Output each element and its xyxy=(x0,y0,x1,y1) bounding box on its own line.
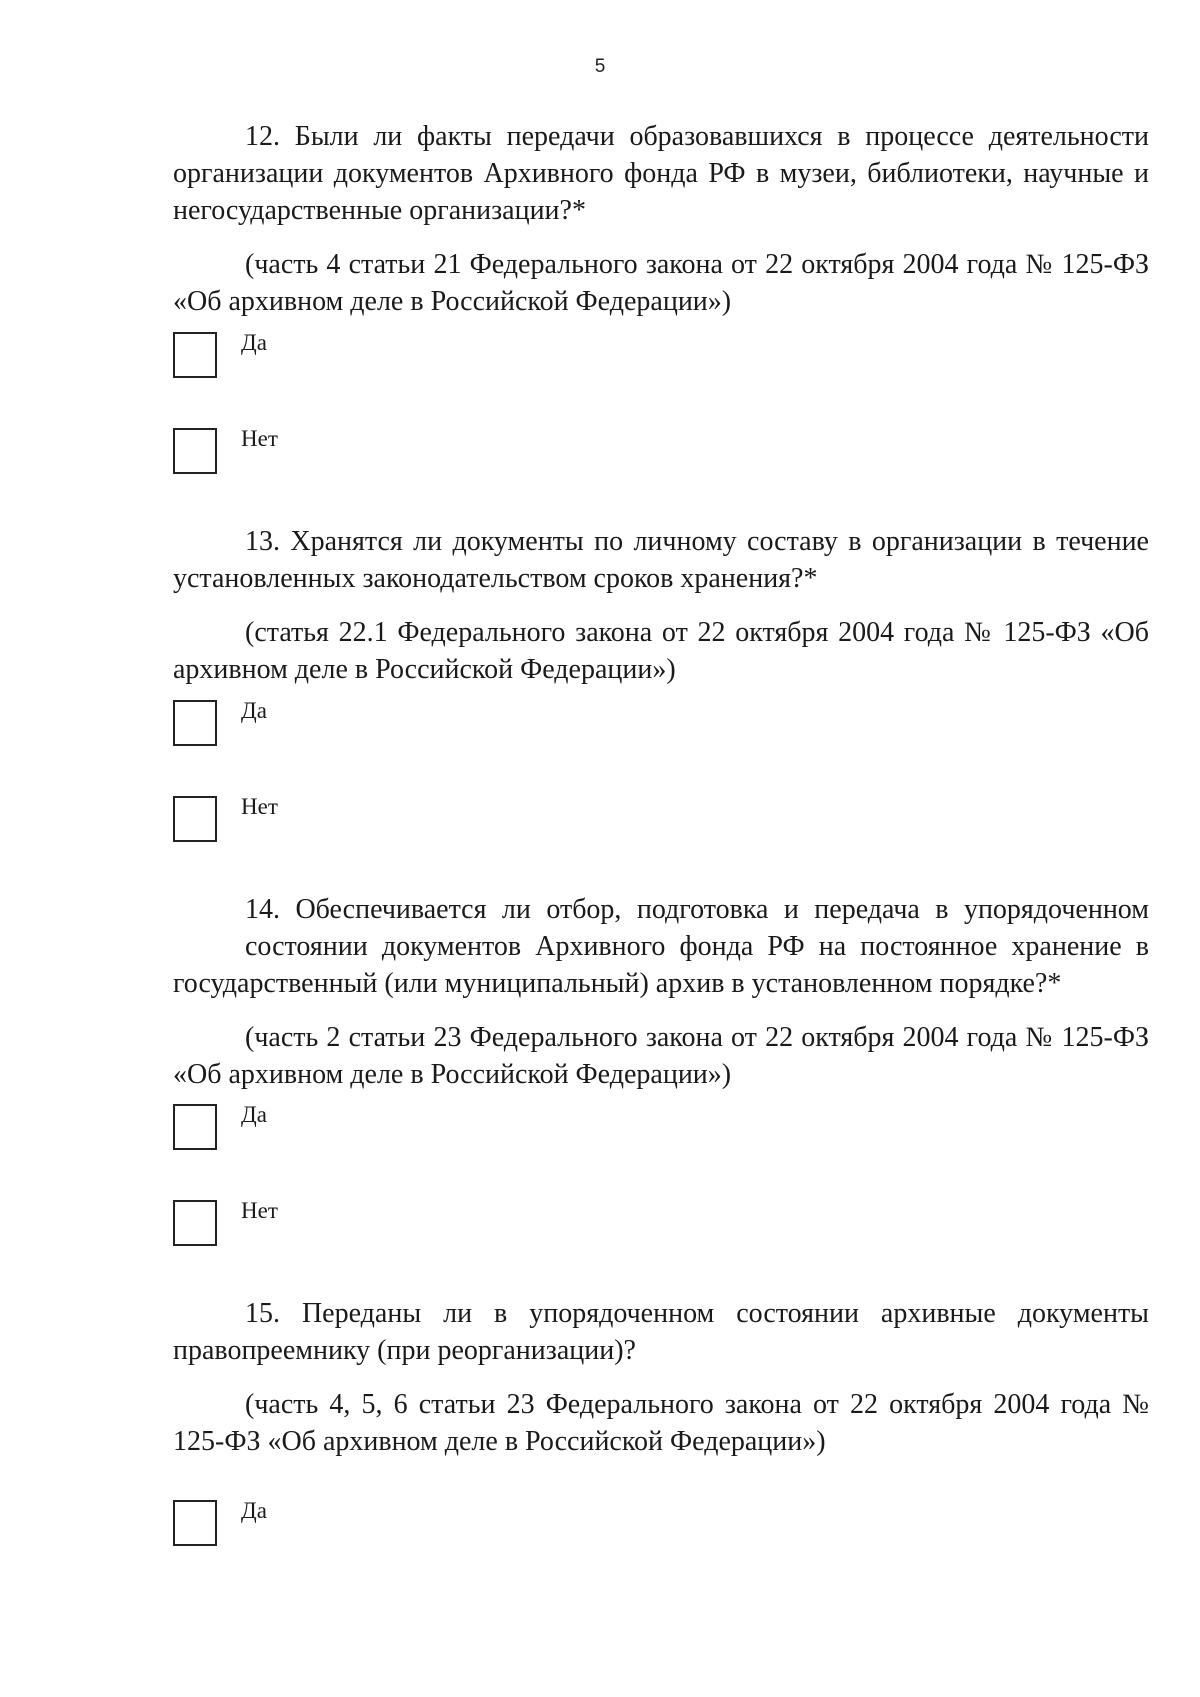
option-label: Нет xyxy=(241,1198,278,1223)
question-14 xyxy=(173,891,1149,1002)
checkbox[interactable] xyxy=(173,1200,217,1246)
question-15-reference xyxy=(173,1386,1149,1460)
question-15 xyxy=(173,1295,1149,1369)
checkbox[interactable] xyxy=(173,1500,217,1546)
question-13-reference-text: (статья 22.1 Федерального закона от 22 октября 2004 года № 125-ФЗ «Об архивном деле в Российской Федерации») xyxy=(173,617,1149,685)
checkbox[interactable] xyxy=(173,796,217,842)
option-label: Да xyxy=(241,1102,267,1127)
option-label: Нет xyxy=(241,794,278,819)
question-13 xyxy=(173,523,1149,597)
option-label: Да xyxy=(241,330,267,355)
checkbox[interactable] xyxy=(173,428,217,474)
question-13-text: 13. Хранятся ли документы по личному составу в организации в течение установленных законодательством сроков хранения?* xyxy=(173,526,1149,594)
question-13-reference xyxy=(173,614,1149,688)
question-14-text-line1: 14. Обеспечивается ли отбор, подготовка и передача в упорядоченном xyxy=(245,894,1149,925)
question-12-text: 12. Были ли факты передачи образовавшихся в процессе деятельности организации документов Архивного фонда РФ в музеи, библиотеки, научные и негосударственные организации?* xyxy=(173,121,1149,226)
page-number: 5 xyxy=(594,56,606,77)
option-label: Да xyxy=(241,698,267,723)
checkbox[interactable] xyxy=(173,332,217,378)
question-14-reference-text: (часть 2 статьи 23 Федерального закона от 22 октября 2004 года № 125-ФЗ «Об архивном деле в Российской Федерации») xyxy=(173,1022,1149,1090)
question-14-text-line3: государственный (или муниципальный) архив в установленном порядке?* xyxy=(173,968,1062,999)
question-15-reference-text: (часть 4, 5, 6 статьи 23 Федерального закона от 22 октября 2004 года № 125-ФЗ «Об архивном деле в Российской Федерации») xyxy=(173,1389,1149,1457)
question-12-reference-text: (часть 4 статьи 21 Федерального закона от 22 октября 2004 года № 125-ФЗ «Об архивном деле в Российской Федерации») xyxy=(173,249,1149,317)
checkbox[interactable] xyxy=(173,700,217,746)
question-14-text-line2: состоянии документов Архивного фонда РФ на постоянное хранение в xyxy=(245,931,1149,962)
option-label: Нет xyxy=(241,426,278,451)
question-15-text: 15. Переданы ли в упорядоченном состоянии архивные документы правопреемнику (при реорганизации)? xyxy=(173,1298,1149,1366)
question-12-reference xyxy=(173,246,1149,320)
question-12 xyxy=(173,118,1149,229)
question-14-reference xyxy=(173,1019,1149,1093)
checkbox[interactable] xyxy=(173,1104,217,1150)
option-label: Да xyxy=(241,1498,267,1523)
